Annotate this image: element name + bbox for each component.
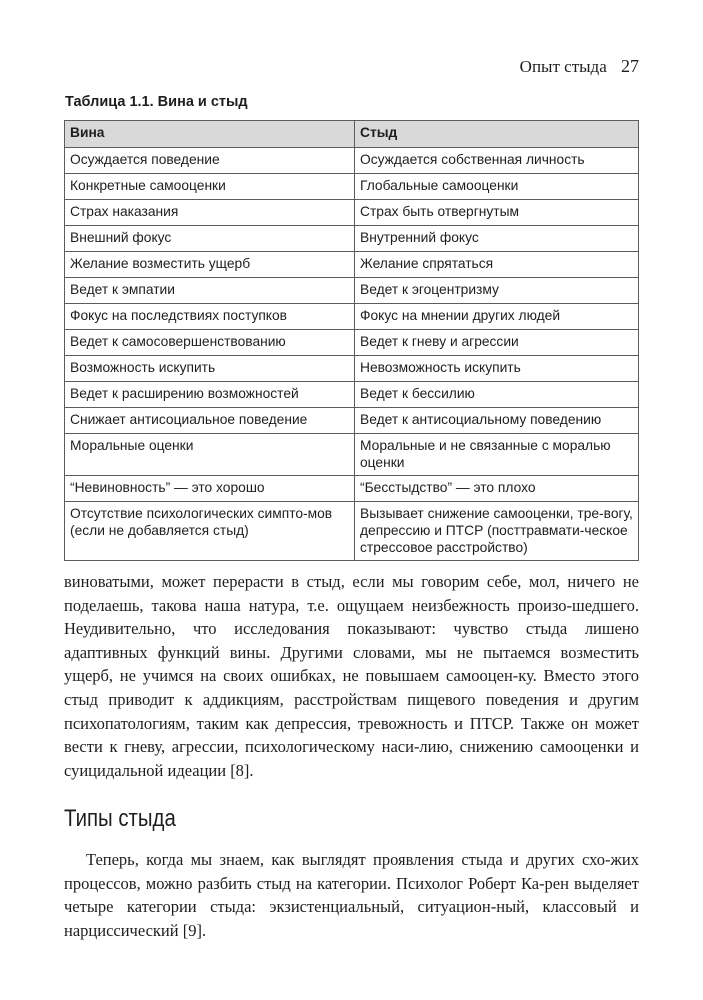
table-row [65, 476, 639, 502]
table-row [65, 434, 639, 476]
shame-cell: “Бесстыдство” — это плохо [355, 476, 639, 502]
shame-cell: Желание спрятаться [355, 252, 639, 278]
table-header-row [65, 121, 639, 148]
table-row [65, 330, 639, 356]
table-row [65, 148, 639, 174]
table-row [65, 304, 639, 330]
guilt-cell: Ведет к эмпатии [65, 278, 355, 304]
column-header-shame: Стыд [355, 121, 639, 148]
table-caption: Таблица 1.1. Вина и стыд [65, 94, 248, 110]
guilt-shame-table [64, 120, 639, 561]
shame-cell: Ведет к бессилию [355, 382, 639, 408]
guilt-cell: Страх наказания [65, 200, 355, 226]
table-row [65, 174, 639, 200]
guilt-cell: Фокус на последствиях поступков [65, 304, 355, 330]
guilt-cell: Отсутствие психологических симпто-мов (если не добавляется стыд) [65, 502, 355, 561]
guilt-cell: Ведет к расширению возможностей [65, 382, 355, 408]
shame-cell: Глобальные самооценки [355, 174, 639, 200]
running-header [520, 56, 639, 77]
table-row [65, 226, 639, 252]
shame-cell: Вызывает снижение самооценки, тре-вогу, депрессию и ПТСР (посттравмати-ческое стрессовое расстройство) [355, 502, 639, 561]
guilt-cell: Конкретные самооценки [65, 174, 355, 200]
guilt-cell: Моральные оценки [65, 434, 355, 476]
guilt-cell: “Невиновность” — это хорошо [65, 476, 355, 502]
guilt-cell: Внешний фокус [65, 226, 355, 252]
shame-cell: Моральные и не связанные с моралью оценки [355, 434, 639, 476]
shame-cell: Фокус на мнении других людей [355, 304, 639, 330]
shame-cell: Невозможность искупить [355, 356, 639, 382]
shame-cell: Ведет к эгоцентризму [355, 278, 639, 304]
table-row [65, 502, 639, 561]
shame-cell: Внутренний фокус [355, 226, 639, 252]
table-row [65, 408, 639, 434]
body-text [64, 570, 639, 782]
table-row [65, 200, 639, 226]
shame-cell: Ведет к гневу и агрессии [355, 330, 639, 356]
table-row [65, 252, 639, 278]
section-title: Опыт стыда [519, 57, 607, 76]
guilt-cell: Ведет к самосовершенствованию [65, 330, 355, 356]
paragraph: виноватыми, может перерасти в стыд, если мы говорим себе, мол, ничего не поделаешь, такова наша натура, т.е. ощущаем неизбежность произо-шедшего. Неудивительно, что исследования показывают: чувство стыда лишено адаптивных функций вины. Другими словами, мы не пытаемся возместить ущерб, не учимся на своих ошибках, не повышаем самооцен-ку. Вместо этого стыд приводит к аддикциям, расстройствам пищевого поведения и другим психопатологиям, таким как депрессия, тревожность и ПТСР. Также он может вести к гневу, агрессии, психологическому наси-лию, снижению самооценки и суицидальной идеации [8]. [64, 572, 639, 780]
column-header-guilt: Вина [65, 121, 355, 148]
guilt-cell: Желание возместить ущерб [65, 252, 355, 278]
guilt-cell: Снижает антисоциальное поведение [65, 408, 355, 434]
page-number: 27 [621, 56, 639, 76]
table-row [65, 278, 639, 304]
paragraph: Теперь, когда мы знаем, как выглядят проявления стыда и других схо-жих процессов, можно разбить стыд на категории. Психолог Роберт Ка-рен выделяет четыре категории стыда: экзистенциальный, ситуацион-ный, классовый и нарциссический [9]. [64, 850, 639, 940]
guilt-cell: Возможность искупить [65, 356, 355, 382]
table-row [65, 382, 639, 408]
table-row [65, 356, 639, 382]
shame-cell: Осуждается собственная личность [355, 148, 639, 174]
section-heading: Типы стыда [64, 805, 176, 832]
shame-cell: Ведет к антисоциальному поведению [355, 408, 639, 434]
shame-cell: Страх быть отвергнутым [355, 200, 639, 226]
guilt-cell: Осуждается поведение [65, 148, 355, 174]
